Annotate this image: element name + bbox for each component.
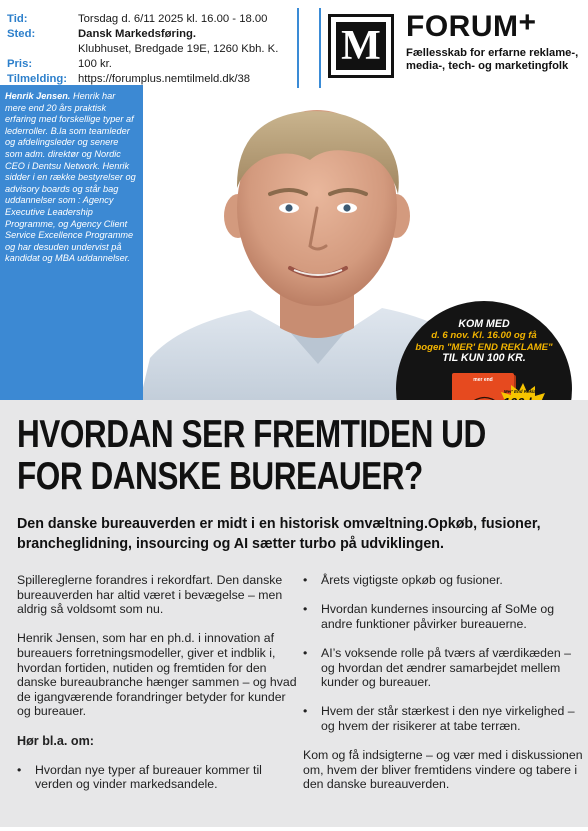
bullet: • xyxy=(303,602,308,617)
forum-plus-logo xyxy=(328,6,584,82)
speaker-bio-text: Henrik har mere end 20 års praktisk erfaring med forskellige typer af lederroller. B.la som teamleder og afdelingsleder og senere som adm. direktør og Nordic CEO i Dentsu Network. Henrik sidder i en række bestyrelser og advisory boards og står bag uddannelser som : Agency Executive Leadership Programme, og Agency Client Service Excellence Programme og har desuden undervist på kandidat og MBA uddannelser. xyxy=(5,91,136,264)
promo-line-2: d. 6 nov. Kl. 16.00 og få xyxy=(431,330,537,342)
signup-label: Tilmelding: xyxy=(7,73,68,85)
event-header xyxy=(0,0,588,96)
speaker-paragraph: Henrik Jensen, som har en ph.d. i innovation af bureauers forretningsmodeller, giver et indblik i, hvordan fortiden, nutiden og fremtiden for den danske bureaubranche hænger sammen – og hvad de igangværende forandringer betyder for kunder og bureauer. xyxy=(17,631,297,719)
place-value: Dansk Markedsføring. xyxy=(78,28,197,40)
list-item-text: AI’s voksende rolle på tværs af værdikæden – og hvordan det ændrer samarbejdet mellem kunder og bureauer. xyxy=(321,645,571,690)
event-info xyxy=(7,12,278,87)
logo-title xyxy=(406,6,537,44)
promo-text xyxy=(396,319,572,365)
book-title: mer end xyxy=(473,377,493,383)
logo-plus: + xyxy=(518,6,537,39)
speaker-bio xyxy=(0,85,143,400)
bullet: • xyxy=(17,762,22,777)
price-value: 100 kr. xyxy=(78,58,112,70)
logo-letter: M xyxy=(341,23,381,69)
list-item-text: Hvordan kundernes insourcing af SoMe og andre funktioner påvirker bureauerne. xyxy=(321,602,555,631)
place-label: Sted: xyxy=(7,28,36,40)
promo-line-3: bogen "MER' END REKLAME" xyxy=(415,341,553,353)
promo-line-4: TIL KUN 100 KR. xyxy=(442,352,526,365)
bullet: • xyxy=(303,645,308,660)
list-item xyxy=(303,646,583,690)
burst-book-name: Mer' End Reklame xyxy=(503,389,543,394)
list-item xyxy=(17,763,297,792)
subheadline: Den danske bureauverden er midt i en historisk omvæltning.Opkøb, fusioner, brancheglidning, insourcing og AI sætter turbo på udviklingen. xyxy=(17,515,541,552)
closing-paragraph: Kom og få indsigterne – og vær med i diskussionen om, hvem der bliver fremtidens vindere og tabere i den danske bureauverden. xyxy=(303,748,583,792)
signup-link[interactable]: https://forumplus.nemtilmeld.dk/38 xyxy=(78,73,251,85)
topics-heading: Hør bl.a. om: xyxy=(17,733,94,748)
headline-line-2: FOR DANSKE BUREAUER? xyxy=(17,455,423,498)
logo-mark xyxy=(328,14,394,78)
list-item-text: Hvem der står stærkest i den nye virkelighed – og hvem der risikerer at tabe terræn. xyxy=(321,704,575,733)
bullet: • xyxy=(303,573,308,587)
time-label: Tid: xyxy=(7,13,28,25)
intro-paragraph: Spillereglerne forandres i rekordfart. Den danske bureauverden har altid været i bevægelse – men aldrig så voldsomt som nu. xyxy=(17,573,283,617)
address-value: Klubhuset, Bredgade 19E, 1260 Kbh. K. xyxy=(78,43,279,55)
left-column xyxy=(17,573,297,807)
bottom-edge xyxy=(0,827,588,831)
promo-line-1: KOM MED xyxy=(458,318,510,330)
divider xyxy=(319,8,321,88)
headline xyxy=(17,413,486,498)
article xyxy=(0,400,588,827)
address-label xyxy=(7,42,78,57)
info-row-time xyxy=(7,12,278,27)
list-item xyxy=(303,573,583,588)
list-item xyxy=(303,704,583,733)
info-row-place xyxy=(7,27,278,42)
list-item xyxy=(303,602,583,631)
price-label: Pris: xyxy=(7,58,33,70)
divider xyxy=(297,8,299,88)
speaker-name: Henrik Jensen. xyxy=(5,91,71,101)
logo-name: FORUM xyxy=(406,10,519,43)
bullet: • xyxy=(303,704,308,719)
headline-line-1: HVORDAN SER FREMTIDEN UD xyxy=(17,413,486,456)
info-row-price xyxy=(7,57,278,72)
right-column xyxy=(303,573,583,807)
list-item-text: Hvordan nye typer af bureauer kommer til verden og vinder markedsandele. xyxy=(35,762,262,792)
info-row-address xyxy=(7,42,278,57)
list-item-text: Årets vigtigste opkøb og fusioner. xyxy=(321,573,503,587)
logo-tagline: Fællesskab for erfarne reklame-, media-, tech- og marketingfolk xyxy=(406,47,579,72)
time-value: Torsdag d. 6/11 2025 kl. 16.00 - 18.00 xyxy=(78,13,268,25)
